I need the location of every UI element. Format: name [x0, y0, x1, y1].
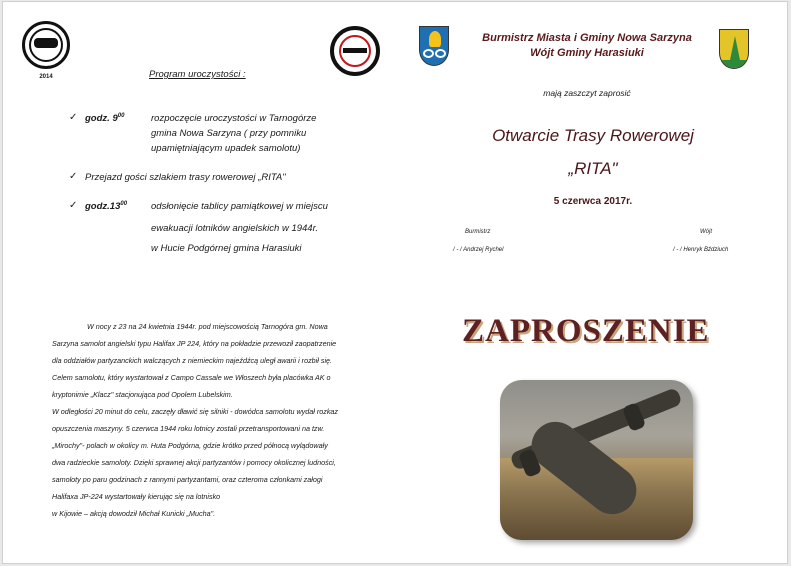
halifax-bomber-photo: [500, 380, 693, 540]
signature-left-role: Burmistrz: [465, 229, 491, 235]
signature-right-name: / - / Henryk Bździuch: [673, 247, 729, 253]
story-line: dla oddziałów partyzanckich walczących z niemieckim najeźdźcą uległ awarii i rozbił się.: [52, 356, 333, 365]
program-item1-line: gmina Nowa Sarzyna ( przy pomniku: [151, 128, 307, 139]
story-line: „Mirochy"- polach w okolicy m. Huta Podgórna, gdzie krótko przed północą wylądowały: [52, 441, 328, 450]
association-logo: [22, 21, 70, 80]
association-logo-year: 2014: [39, 74, 53, 80]
invitation-banner: ZAPROSZENIE: [462, 313, 710, 349]
program-item3-time: $godz.13^{00}$: [85, 201, 128, 213]
story-line: opuszczenia maszyny. 5 czerwca 1944 roku lotnicy zostali przetransportowani na tzw.: [52, 424, 325, 433]
program-item1-time: godz. $9^{00}$: [85, 113, 125, 125]
harasiuki-coat-of-arms-icon: [719, 29, 749, 69]
invitation-page: [2, 1, 788, 564]
story-line: W odległości 20 minut do celu, zaczęły dławić się silniki - dowódca samolotu wydał rozkaz: [52, 407, 339, 416]
program-item3-line: odsłonięcie tablicy pamiątkowej w miejscu: [151, 201, 328, 212]
header-line-wojt: Wójt Gminy Harasiuki: [530, 47, 644, 59]
story-line: Celem samolotu, który wystartował z Campo Cassale we Włoszech była placówka AK o: [52, 373, 331, 382]
program-item3-line: w Hucie Podgórnej gmina Harasiuki: [151, 243, 302, 254]
story-line: Halifaxa JP-224 wystartowały kierując się na lotnisko: [52, 492, 221, 501]
program-heading: Program uroczystości :: [149, 69, 246, 80]
program-item1-line: rozpoczęcie uroczystości w Tarnogórze: [151, 113, 317, 124]
signature-right-role: Wójt: [700, 229, 712, 235]
program-item1-line: upamiętniającym upadek samolotu): [151, 143, 301, 154]
program-item2: Przejazd gości szlakiem trasy rowerowej „RITA": [85, 172, 286, 183]
story-line: kryptonimie „Klacz" stacjonująca pod Opolem Lubelskim.: [52, 390, 233, 399]
invite-text: mają zaszczyt zaprosić: [543, 88, 631, 98]
check-icon: ✓: [69, 171, 78, 182]
check-icon: ✓: [69, 112, 78, 123]
header-line-mayor: Burmistrz Miasta i Gminy Nowa Sarzyna: [482, 32, 692, 44]
story-line: dwa radzieckie samoloty. Dzięki sprawnej akcji partyzantów i pomocy okolicznej ludności,: [52, 458, 336, 467]
event-name: „RITA": [568, 159, 618, 178]
story-line: samoloty po paru godzinach z rannymi partyzantami, oraz czteroma członkami załogi: [52, 475, 323, 484]
check-icon: ✓: [69, 200, 78, 211]
story-line: w Kijowie – akcją dowodził Michał Kunicki „Mucha".: [52, 509, 216, 518]
story-line: W nocy z 23 na 24 kwietnia 1944r. pod miejscowością Tarnogóra gm. Nowa: [87, 322, 328, 331]
story-line: Sarzyna samolot angielski typu Halifax JP 224, który na pokładzie przewoził zaopatrzenie: [52, 339, 337, 348]
event-title: Otwarcie Trasy Rowerowej: [492, 126, 694, 145]
program-item3-line: ewakuacji lotników angielskich w 1944r.: [151, 223, 319, 234]
signature-left-name: / - / Andrzej Rychel: [453, 247, 504, 253]
school-logo: [330, 26, 380, 76]
nowa-sarzyna-coat-of-arms-icon: [419, 26, 449, 66]
event-date: 5 czerwca 2017r.: [553, 196, 633, 207]
